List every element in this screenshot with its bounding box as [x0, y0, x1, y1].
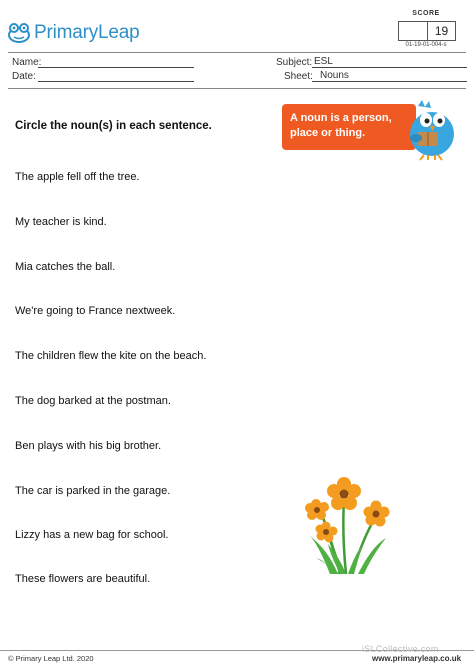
brand-logo — [8, 20, 140, 46]
sentence-1: The apple fell off the tree. — [15, 171, 140, 183]
sheet-value: Nouns — [320, 70, 349, 81]
sentence-8: The car is parked in the garage. — [15, 485, 171, 497]
score-box — [398, 21, 456, 41]
instruction: Circle the noun(s) in each sentence. — [15, 120, 212, 132]
sheet-label: Sheet: — [284, 71, 313, 82]
subject-label: Subject: — [276, 57, 313, 68]
sheet-code: 01-19-01-004-s — [405, 42, 447, 48]
sentence-7: Ben plays with his big brother. — [15, 440, 162, 452]
website-link[interactable]: www.primaryleap.co.uk — [372, 654, 462, 663]
frog-logo-icon — [8, 23, 30, 43]
name-label: Name: — [12, 57, 42, 68]
date-line[interactable] — [38, 71, 194, 82]
sentence-4: We're going to France nextweek. — [15, 305, 176, 317]
fields-divider — [8, 88, 466, 89]
flowers-illustration — [300, 474, 396, 580]
sentence-5: The children flew the kite on the beach. — [15, 350, 207, 362]
copyright: © Primary Leap Ltd. 2020 — [8, 654, 94, 663]
score-value: 19 — [434, 24, 449, 38]
sentence-6: The dog barked at the postman. — [15, 395, 171, 407]
name-line[interactable] — [38, 57, 194, 68]
sentence-3: Mia catches the ball. — [15, 261, 116, 273]
date-label: Date: — [12, 71, 36, 82]
bird-reading-icon — [398, 98, 462, 162]
subject-line — [312, 57, 467, 68]
noun-definition-callout: A noun is a person, place or thing. — [282, 104, 416, 150]
score-label: SCORE — [412, 10, 440, 17]
sentence-9: Lizzy has a new bag for school. — [15, 529, 169, 541]
sentence-2: My teacher is kind. — [15, 216, 107, 228]
brand-name: PrimaryLeap — [34, 22, 140, 43]
score-blank — [399, 22, 428, 40]
sentence-10: These flowers are beautiful. — [15, 573, 151, 585]
subject-value: ESL — [314, 56, 333, 67]
sheet-line — [312, 71, 467, 82]
header-divider — [8, 52, 466, 53]
watermark: iSLCollective.com — [362, 644, 439, 654]
